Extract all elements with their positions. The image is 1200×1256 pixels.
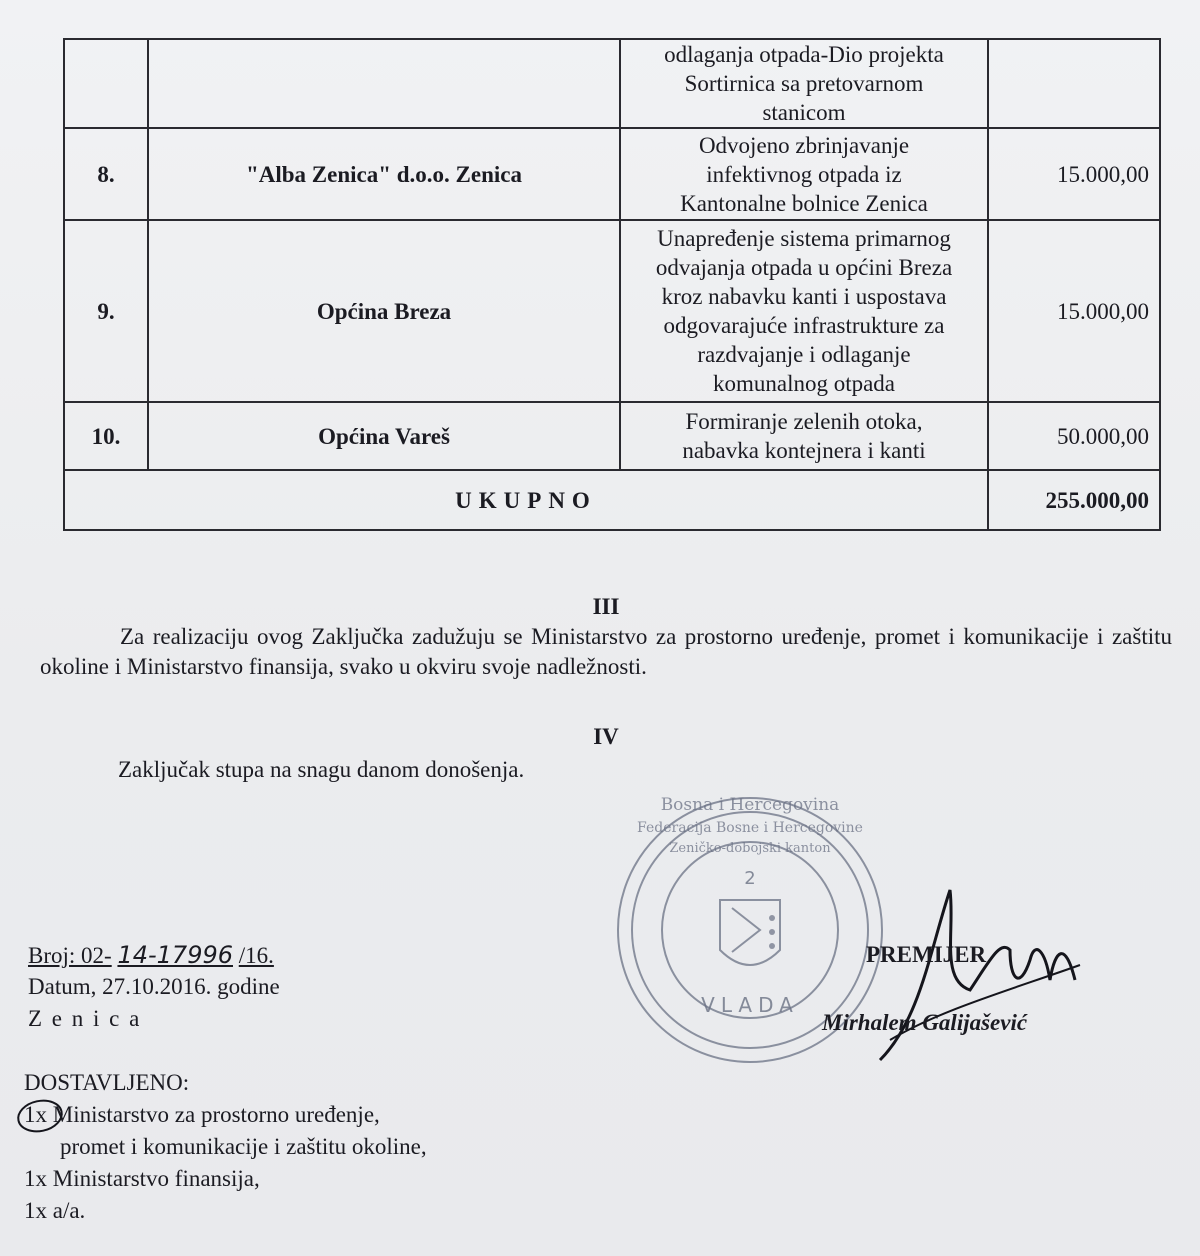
row-description-line: Kantonalne bolnice Zenica (680, 190, 928, 216)
row-description (620, 128, 988, 220)
total-label: UKUPNO (64, 470, 988, 530)
table-row (64, 220, 1160, 402)
row-description-line: Sortirnica sa pretovarnom (684, 71, 924, 96)
reference-suffix: /16. (238, 943, 274, 968)
row-number: 8. (64, 128, 148, 220)
handwritten-signature (860, 870, 1100, 1075)
section-iii-paragraph: Za realizaciju ovog Zaključka zadužuju se Ministarstvo za prostorno uređenje, promet i komunikacije i zaštitu okoline i Ministarstvo finansija, svako u okviru svoje nadležnosti. (40, 624, 1172, 679)
seal-number: 2 (744, 868, 756, 889)
row-organization: "Alba Zenica" d.o.o. Zenica (148, 128, 620, 220)
seal-inner-text: Federacija Bosne i Hercegovine (637, 820, 863, 836)
row-description-line: razdvajanje i odlaganje (697, 342, 911, 367)
distribution-item: promet i komunikacije i zaštitu okoline, (60, 1134, 427, 1159)
signatory-name: Mirhalem Galijašević (822, 1010, 1028, 1035)
document-city: Z e n i c a (28, 1006, 142, 1031)
row-number (64, 39, 148, 128)
reference-prefix: Broj: 02- (28, 943, 112, 968)
document-date: Datum, 27.10.2016. godine (28, 974, 280, 999)
section-iv-paragraph: Zaključak stupa na snagu danom donošenja. (118, 757, 525, 782)
row-description-line: odvajanja otpada u općini Breza (655, 255, 953, 280)
row-description-line: odgovarajuće infrastrukture za (663, 313, 945, 338)
table-row (64, 402, 1160, 470)
distribution-item: 1x a/a. (24, 1198, 86, 1223)
reference-handwritten: 14-17996 (117, 941, 233, 969)
row-description-line: odlaganja otpada-Dio projekta (664, 42, 944, 67)
row-description-line: Odvojeno zbrinjavanje (698, 132, 910, 158)
distribution-item: 1x Ministarstvo za prostorno uređenje, (24, 1102, 380, 1127)
signatory-title: PREMIJER (866, 942, 987, 967)
total-amount: 255.000,00 (988, 470, 1160, 530)
row-description-line: Formiranje zelenih otoka, (685, 409, 923, 434)
row-organization: Općina Breza (148, 220, 620, 402)
row-description (620, 402, 988, 470)
seal-center-text: VLADA (701, 993, 799, 1017)
row-amount: 15.000,00 (988, 128, 1160, 220)
reference-number (28, 940, 274, 971)
row-number: 10. (64, 402, 148, 470)
total-row (64, 470, 1160, 530)
table-row (64, 39, 1160, 128)
row-organization (148, 39, 620, 128)
distribution-item: 1x Ministarstvo finansija, (24, 1166, 260, 1191)
row-description-line: kroz nabavku kanti i uspostava (661, 284, 947, 309)
row-description-line: infektivnog otpada iz (706, 161, 902, 187)
table-row (64, 128, 1160, 220)
handwritten-circle-mark (14, 1096, 70, 1143)
distribution-heading: DOSTAVLJENO: (24, 1070, 190, 1095)
row-organization: Općina Vareš (148, 402, 620, 470)
row-description-line: stanicom (762, 100, 846, 125)
row-amount: 50.000,00 (988, 402, 1160, 470)
row-description-line: nabavka kontejnera i kanti (682, 438, 926, 463)
funding-table (63, 38, 1161, 531)
row-description (620, 39, 988, 128)
seal-canton-text: Zeničko-dobojski kanton (669, 841, 831, 856)
section-heading-iv: IV (593, 724, 619, 749)
row-description-line: Unapređenje sistema primarnog (657, 226, 951, 251)
row-amount: 15.000,00 (988, 220, 1160, 402)
row-description (620, 220, 988, 402)
row-number: 9. (64, 220, 148, 402)
row-amount (988, 39, 1160, 128)
section-heading-iii: III (592, 594, 620, 619)
seal-outer-text: Bosna i Hercegovina (660, 795, 840, 815)
row-description-line: komunalnog otpada (712, 371, 896, 396)
